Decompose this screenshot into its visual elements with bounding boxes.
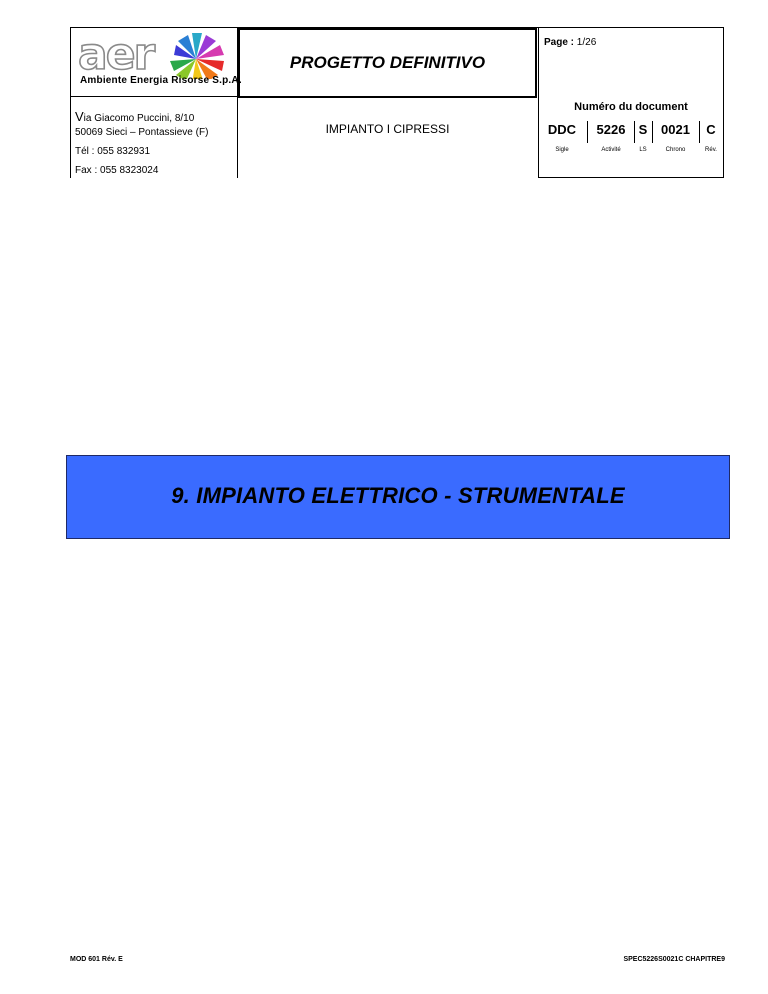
chapter-banner (66, 455, 730, 539)
page-indicator (544, 37, 596, 48)
page-value: 1/26 (576, 37, 597, 48)
chapter-title: 9. IMPIANTO ELETTRICO - STRUMENTALE (171, 483, 625, 508)
doc-label-rev: Rév. (705, 147, 717, 153)
doc-label-sigle: Sigle (555, 147, 569, 153)
document-title: PROGETTO DEFINITIVO (289, 53, 486, 72)
logo-bottom-border (70, 96, 238, 97)
address-tel: Tél : 055 832931 (75, 146, 151, 157)
document-title-box (238, 28, 537, 98)
page-label: Page : (544, 37, 575, 48)
doc-code-sigle: DDC (547, 122, 577, 137)
address-street-initial: V (75, 109, 84, 124)
footer-document-ref: SPEC5226S0021C CHAPITRE9 (623, 956, 725, 963)
footer-form-code: MOD 601 Rév. E (70, 956, 123, 963)
address-street (75, 109, 194, 124)
address-city: 50069 Sieci – Pontassieve (F) (75, 127, 209, 138)
address-fax: Fax : 055 8323024 (75, 165, 159, 176)
doc-code-rev: C (706, 122, 716, 137)
doc-label-chrono: Chrono (665, 147, 686, 153)
aer-logo-icon (76, 29, 232, 79)
doc-code-ls: S (638, 122, 648, 137)
company-name: Ambiente Energia Risorse S.p.A. (80, 75, 242, 86)
address-street-rest: ia Giacomo Puccini, 8/10 (83, 113, 195, 124)
doc-number-heading: Numéro du document (574, 101, 688, 113)
svg-text:aer: aer (78, 29, 154, 79)
doc-code-chrono: 0021 (661, 122, 690, 137)
doc-code-activite: 5226 (596, 122, 626, 137)
project-name: IMPIANTO I CIPRESSI (325, 122, 450, 136)
company-logo (70, 27, 242, 96)
doc-label-activite: Activité (601, 147, 621, 153)
doc-label-ls: LS (639, 147, 647, 153)
docnum-bottom-border (538, 177, 724, 178)
